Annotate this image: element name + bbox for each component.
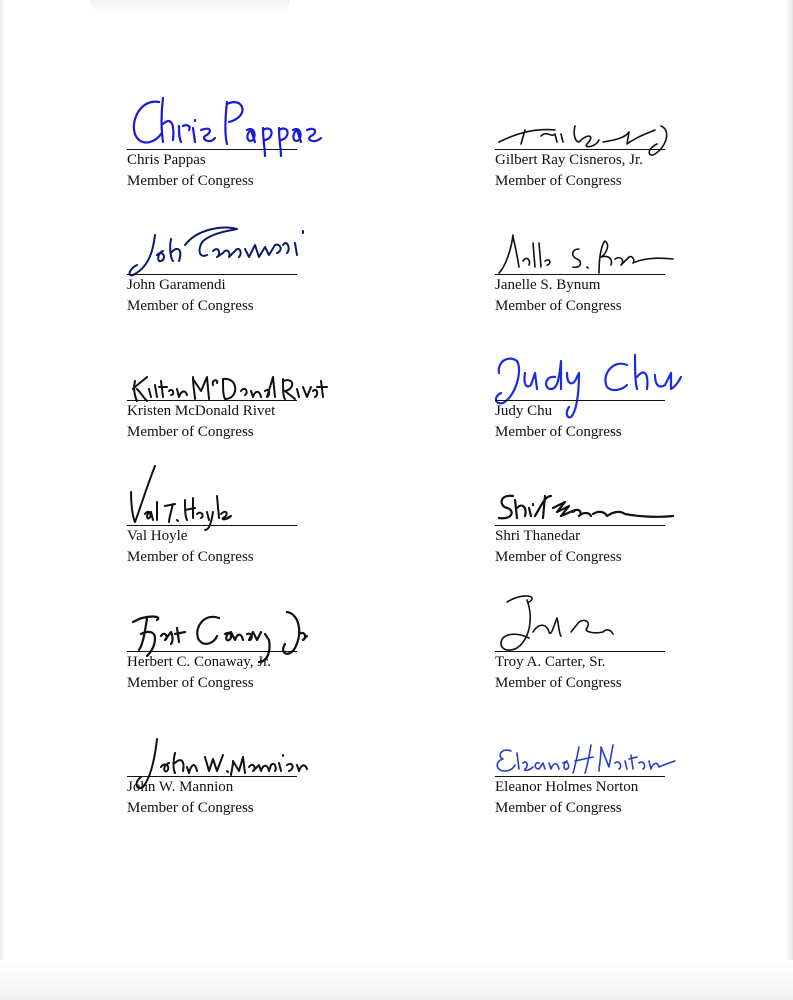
signature-line xyxy=(127,274,297,275)
signatory-role: Member of Congress xyxy=(495,298,622,314)
signatory-name: Judy Chu xyxy=(495,403,553,419)
signature-block-norton xyxy=(495,717,793,819)
page-shadow-bottom xyxy=(0,960,793,1000)
signatory-role: Member of Congress xyxy=(127,298,254,314)
signatory-name: Val Hoyle xyxy=(127,528,188,544)
signatory-role: Member of Congress xyxy=(127,800,254,816)
signature-block-carter xyxy=(495,592,793,694)
signature-block-hoyle xyxy=(127,466,427,568)
signature-line xyxy=(495,274,665,275)
signatory-role: Member of Congress xyxy=(127,424,254,440)
signature-area xyxy=(127,717,427,777)
signatory-name: Troy A. Carter, Sr. xyxy=(495,654,606,670)
signatory-name: Herbert C. Conaway, Jr. xyxy=(127,654,271,670)
signature-block-garamendi xyxy=(127,215,427,317)
signature-image-chu xyxy=(495,341,685,421)
signature-block-rivet xyxy=(127,341,427,443)
signature-image-mannion xyxy=(127,717,317,797)
signature-line xyxy=(127,776,297,777)
signature-area xyxy=(127,215,427,275)
signature-block-chu xyxy=(495,341,793,443)
signature-line xyxy=(495,776,665,777)
signature-area xyxy=(495,341,793,401)
signature-area xyxy=(495,717,793,777)
signature-line xyxy=(127,400,297,401)
signatory-role: Member of Congress xyxy=(127,549,254,565)
signatory-role: Member of Congress xyxy=(495,549,622,565)
signature-area xyxy=(127,466,427,526)
signature-line xyxy=(127,149,297,150)
signature-line xyxy=(127,525,297,526)
signatory-name: Janelle S. Bynum xyxy=(495,277,601,293)
signatory-role: Member of Congress xyxy=(495,173,622,189)
signatory-name: Gilbert Ray Cisneros, Jr. xyxy=(495,152,643,168)
scan-smudge xyxy=(90,0,290,14)
signatory-role: Member of Congress xyxy=(495,424,622,440)
signature-block-mannion xyxy=(127,717,427,819)
signature-line xyxy=(495,149,665,150)
signatory-name: Eleanor Holmes Norton xyxy=(495,779,639,795)
signature-line xyxy=(127,651,297,652)
signature-area xyxy=(127,341,427,401)
signature-block-cisneros xyxy=(495,90,793,192)
signature-line xyxy=(495,525,665,526)
page-shadow-left xyxy=(0,0,6,1000)
signature-area xyxy=(495,592,793,652)
signature-area xyxy=(495,466,793,526)
signature-block-thanedar xyxy=(495,466,793,568)
signature-area xyxy=(127,90,427,150)
signature-image-conaway xyxy=(127,592,317,672)
signatory-name: Chris Pappas xyxy=(127,152,206,168)
signature-area xyxy=(495,90,793,150)
signatory-name: John Garamendi xyxy=(127,277,226,293)
signatory-role: Member of Congress xyxy=(127,173,254,189)
signatory-role: Member of Congress xyxy=(495,800,622,816)
signature-line xyxy=(495,400,665,401)
signatory-name: John W. Mannion xyxy=(127,779,234,795)
signatory-name: Kristen McDonald Rivet xyxy=(127,403,276,419)
signature-area xyxy=(127,592,427,652)
signature-line xyxy=(495,651,665,652)
signature-block-conaway xyxy=(127,592,427,694)
signatory-role: Member of Congress xyxy=(127,675,254,691)
signatory-name: Shri Thanedar xyxy=(495,528,581,544)
signature-area xyxy=(495,215,793,275)
signatory-role: Member of Congress xyxy=(495,675,622,691)
signature-block-pappas xyxy=(127,90,427,192)
signature-block-bynum xyxy=(495,215,793,317)
